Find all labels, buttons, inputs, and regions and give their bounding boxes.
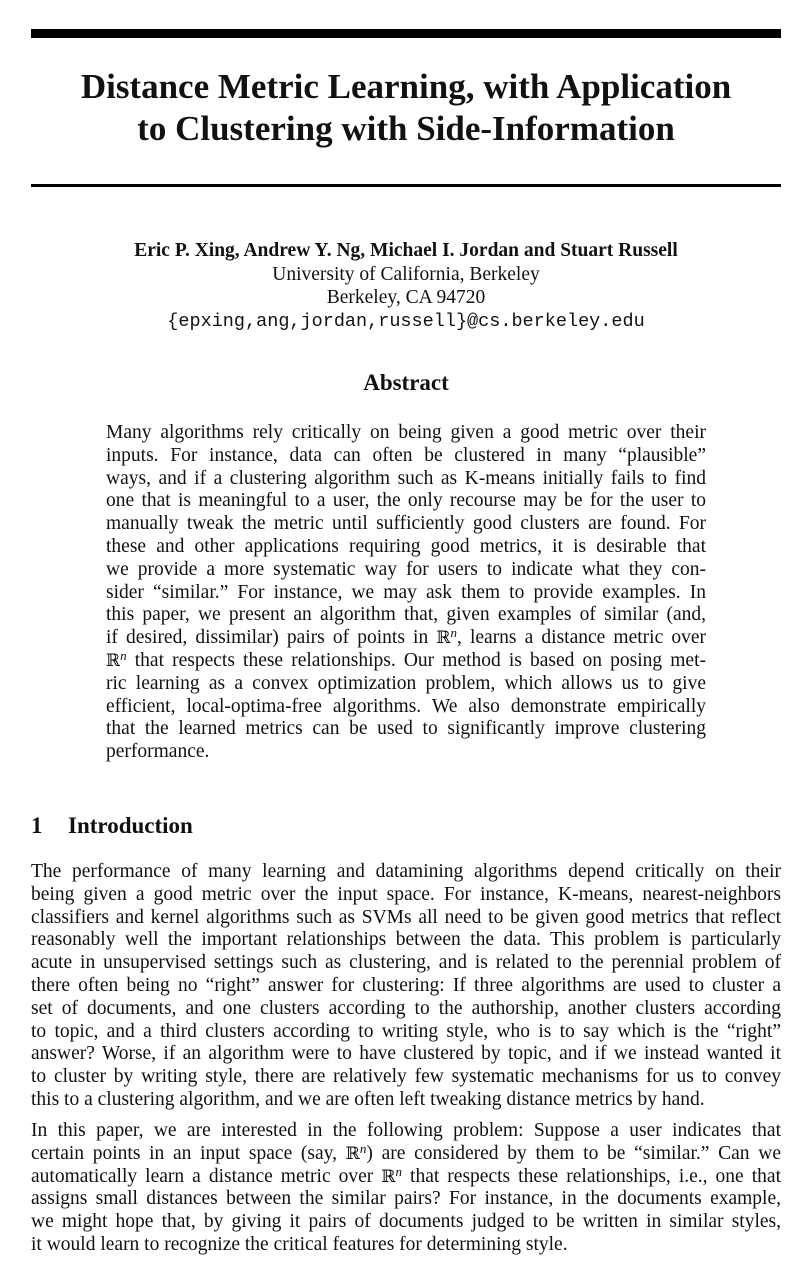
abstract-line-math [106,647,706,673]
section-number: 1 [31,813,43,838]
intro-paragraph-1 [31,861,781,1112]
abstract-line: this paper, we present an algorithm that, given examples of similar (and, [106,604,706,626]
body-text: that respects these relationships, i.e., one that [401,1165,781,1187]
body-line: The performance of many learning and datamining algorithms depend critically on their [31,861,781,882]
abstract-heading: Abstract [363,370,449,395]
title-top-rule [31,29,781,38]
body-line: In this paper, we are interested in the following problem: Suppose a user indicates that [31,1120,781,1141]
body-line: there often being no “right” answer for clustering: If three algorithms are used to cluster a [31,974,781,996]
abstract-body [106,422,706,764]
body-text: certain points in an input space (say, [31,1142,346,1164]
math-exponent: n [395,1163,402,1179]
abstract-line-math [106,627,706,650]
section-title: Introduction [68,813,193,838]
body-line: reasonably well the important relationships between the data. This problem is particularly [31,929,781,951]
body-line: to cluster by writing style, there are relatively few systematic mechanisms for us to convey [31,1066,781,1088]
affiliation: University of California, Berkeley [272,263,540,285]
body-line: this to a clustering algorithm, and we are often left tweaking distance metrics by hand. [31,1088,705,1110]
abstract-line: manually tweak the metric until sufficiently good clusters are found. For [106,513,706,535]
body-line: set of documents, and one clusters according to the authorship, another clusters according [31,997,781,1019]
abstract-line: these and other applications requiring good metrics, it is desirable that [106,535,706,557]
body-line-math [31,1140,781,1166]
abstract-text: if desired, dissimilar) pairs of points in [106,627,437,649]
email-addresses: {epxing,ang,jordan,russell}@cs.berkeley.edu [167,310,645,332]
abstract-line: ways, and if a clustering algorithm such as K-means initially fails to find [106,467,706,489]
abstract-text: , learns a distance metric over [456,627,706,649]
body-line: assigns small distances between the similar pairs? For instance, in the documents example, [31,1188,781,1210]
abstract-line: that the learned metrics can be used to significantly improve clustering [106,718,706,740]
real-space-symbol [436,625,457,649]
address: Berkeley, CA 94720 [326,287,486,308]
body-line: to topic, and a third clusters according to writing style, who is to say which is the “right” [31,1020,781,1042]
intro-paragraph-2 [31,1120,781,1257]
author-block [31,239,781,333]
paper-title [31,66,781,150]
abstract-line: one that is meaningful to a user, the only recourse may be for the user to [106,490,706,512]
real-space-symbol [106,647,127,671]
real-space-symbol [381,1163,402,1187]
abstract-line: we provide a more systematic way for users to indicate what they con- [106,558,706,580]
author-names: Eric P. Xing, Andrew Y. Ng, Michael I. Jordan and Stuart Russell [134,240,678,261]
title-line-1: Distance Metric Learning, with Application [80,67,732,106]
body-line-math [31,1163,781,1189]
title-line-2: to Clustering with Side-Information [137,109,675,148]
body-line: it would learn to recognize the critical features for determining style. [31,1233,568,1255]
math-exponent: n [450,625,457,641]
title-bottom-rule [31,184,781,187]
math-symbol: ℝ [381,1166,396,1187]
abstract-line: ric learning as a convex optimization problem, which allows us to give [106,672,706,694]
body-line: being given a good metric over the input space. For instance, K-means, nearest-neighbors [31,883,781,905]
math-exponent: n [359,1140,367,1156]
body-line: classifiers and kernel algorithms such as SVMs all need to be given good metrics that reflect [31,906,781,928]
body-line: acute in unsupervised settings such as clustering, and is related to the perennial problem of [31,952,781,974]
body-text: ) are considered by them to be “similar.” Can we [366,1142,781,1164]
abstract-text: that respects these relationships. Our method is based on posing met- [126,649,706,671]
abstract-line: efficient, local-optima-free algorithms. We also demonstrate empirically [106,695,706,717]
math-symbol: ℝ [345,1143,360,1164]
abstract-line: Many algorithms rely critically on being given a good metric over their [106,422,706,443]
math-symbol: ℝ [106,650,121,671]
abstract-line: sider “similar.” For instance, we may ask them to provide examples. In [106,581,706,603]
math-symbol: ℝ [436,628,451,649]
math-exponent: n [120,647,127,663]
abstract-line: inputs. For instance, data can often be clustered in many “plausible” [106,444,706,466]
abstract-line: performance. [106,741,210,763]
section-heading [31,812,193,840]
body-line: we might hope that, by giving it pairs of documents judged to be written in similar styles, [31,1211,781,1233]
body-text: automatically learn a distance metric over [31,1165,382,1187]
body-line: answer? Worse, if an algorithm were to have clustered by topic, and if we instead wanted it [31,1043,781,1065]
real-space-symbol [345,1140,367,1164]
